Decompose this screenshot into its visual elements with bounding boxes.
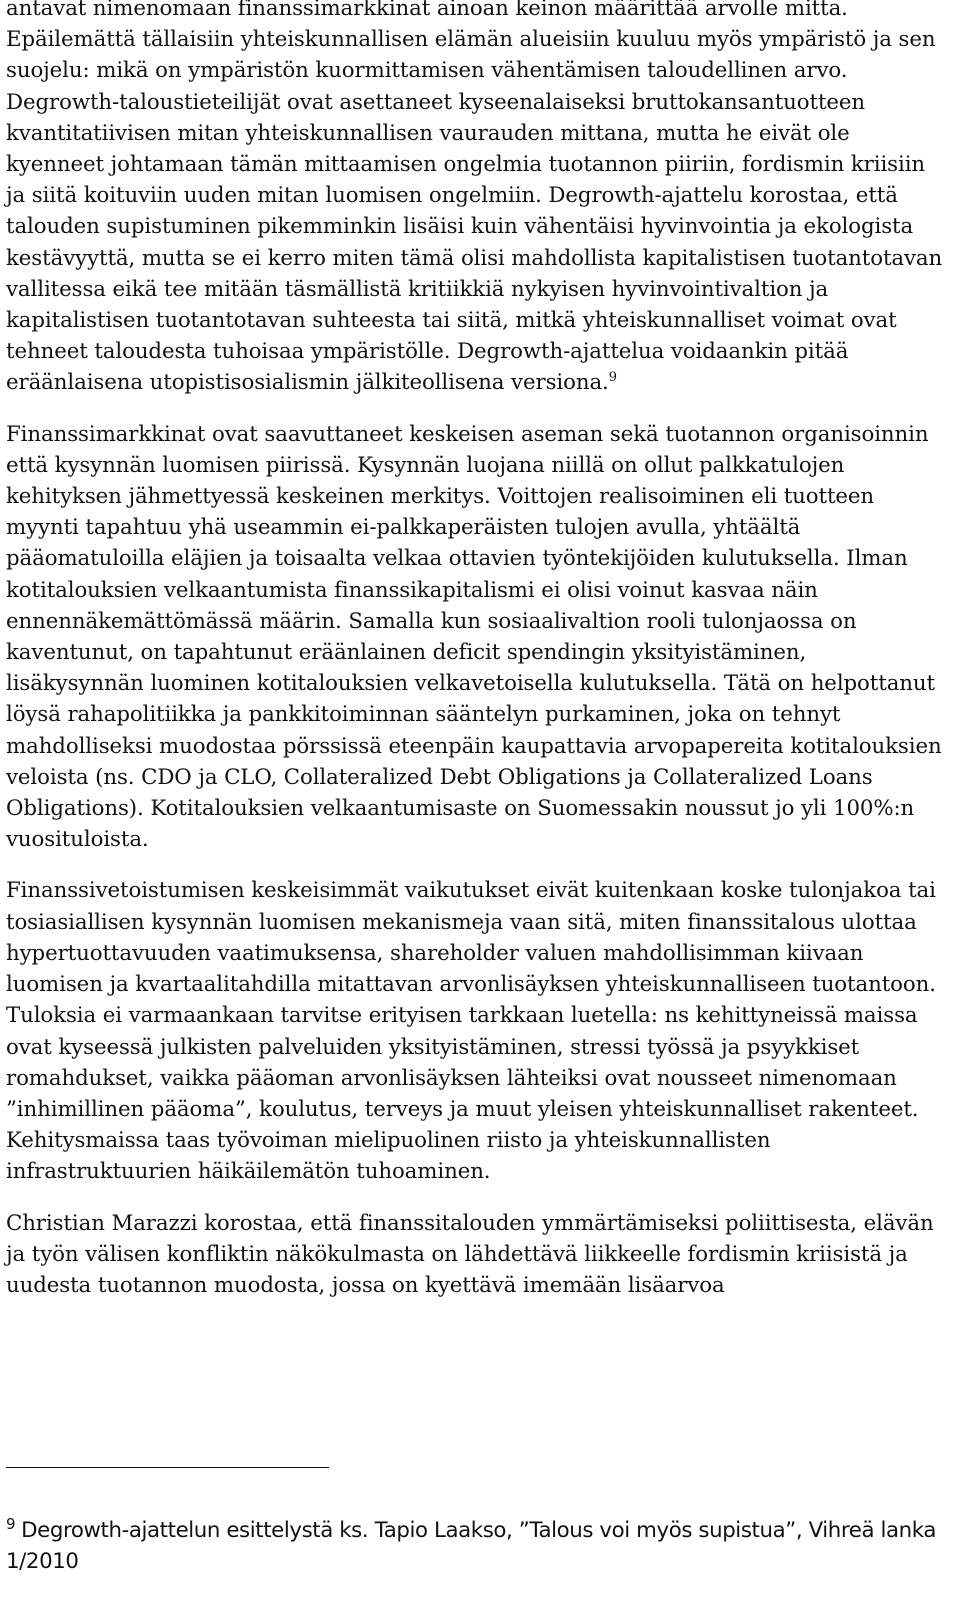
paragraph-2 (6, 419, 946, 856)
paragraph-4 (6, 1208, 946, 1302)
footnote-text: Degrowth-ajattelun esittelystä ks. Tapio Laakso, ”Talous voi myös supistua”, Vihreä lanka 1/2010 (6, 1518, 936, 1574)
paragraph-3 (6, 875, 946, 1187)
paragraph-4-text: Christian Marazzi korostaa, että finanssitalouden ymmärtämiseksi poliittisesta, elävän ja työn välisen konfliktin näkökulmasta on lähdettävä liikkeelle fordismin kriisistä ja uudesta tuotannon muodosta, jossa on kyettävä imemään lisäarvoa (6, 1210, 934, 1298)
footnote-separator (6, 1467, 329, 1468)
footnote (6, 1515, 936, 1577)
paragraph-2-text: Finanssimarkkinat ovat saavuttaneet keskeisen aseman sekä tuotannon organisoinnin että kysynnän luomisen piirissä. Kysynnän luojana niillä on ollut palkkatulojen kehityksen jähmettyessä keskeinen merkitys. Voittojen realisoiminen eli tuotteen myynti tapahtuu yhä useammin ei-palkkaperäisten tulojen avulla, yhtäältä pääomatuloilla eläjien ja toisaalta velkaa ottavien työntekijöiden kulutuksella. Ilman kotitalouksien velkaantumista finanssikapitalismi ei olisi voinut kasvaa näin ennennäkemättömässä määrin. Samalla kun sosiaalivaltion rooli tulonjaossa on kaventunut, on tapahtunut eräänlainen deficit spendingin yksityistäminen, lisäkysynnän luominen kotitalouksien velkavetoisella kulutuksella. Tätä on helpottanut löysä rahapolitiikka ja pankkitoiminnan sääntelyn purkaminen, joka on tehnyt mahdolliseksi muodostaa pörssissä eteenpäin kaupattavia arvopapereita kotitalouksien veloista (ns. CDO ja CLO, Collateralized Debt Obligations ja Collateralized Loans Obligations). Kotitalouksien velkaantumisaste on Suomessakin noussut jo yli 100%:n vuosituloista. (6, 421, 942, 853)
footnote-number: 9 (6, 1514, 16, 1533)
paragraph-3-text: Finanssivetoistumisen keskeisimmät vaikutukset eivät kuitenkaan koske tulonjakoa tai tosiasiallisen kysynnän luomisen mekanismeja vaan sitä, miten finanssitalous ulottaa hypertuottavuuden vaatimuksensa, shareholder valuen mahdollisimman kiivaan luomisen ja kvartaalitahdilla mitattavan arvonlisäyksen yhteiskunnalliseen tuotantoon. Tuloksia ei varmaankaan tarvitse erityisen tarkkaan luetella: ns kehittyneissä maissa ovat kyseessä julkisten palveluiden yksityistäminen, stressi työssä ja psyykkiset romahdukset, vaikka pääoman arvonlisäyksen lähteiksi ovat nousseet nimenomaan ”inhimillinen pääoma”, koulutus, terveys ja muut yleisen yhteiskunnalliset rakenteet. Kehitysmaissa taas työvoiman mielipuolinen riisto ja yhteiskunnallisten infrastruktuurien häikäilemätön tuhoaminen. (6, 878, 936, 1185)
footnote-reference[interactable]: 9 (608, 370, 617, 386)
document-page (6, 0, 946, 1301)
paragraph-1-text: antavat nimenomaan finanssimarkkinat ainoan keinon määrittää arvolle mitta. Epäilemättä tällaisiin yhteiskunnallisen elämän alueisiin kuuluu myös ympäristö ja sen suojelu: mikä on ympäristön kuormittamisen vähentämisen taloudellinen arvo. Degrowth-taloustieteilijät ovat asettaneet kyseenalaiseksi bruttokansantuotteen kvantitatiivisen mitan yhteiskunnallisen vaurauden mittana, mutta he eivät ole kyenneet johtamaan tämän mittaamisen ongelmia tuotannon piiriin, fordismin kriisiin ja siitä koituviin uuden mitan luomisen ongelmiin. Degrowth-ajattelu korostaa, että talouden supistuminen pikemminkin lisäisi kuin vähentäisi hyvinvointia ja ekologista kestävyyttä, mutta se ei kerro miten tämä olisi mahdollista kapitalistisen tuotantotavan vallitessa eikä tee mitään täsmällistä kritiikkiä nykyisen hyvinvointivaltion ja kapitalistisen tuotantotavan suhteesta tai siitä, mitkä yhteiskunnalliset voimat ovat tehneet taloudesta tuhoisaa ympäristölle. Degrowth-ajattelua voidaankin pitää eräänlaisena utopistisosialismin jälkiteollisena versiona. (6, 0, 943, 396)
paragraph-1 (6, 0, 946, 399)
